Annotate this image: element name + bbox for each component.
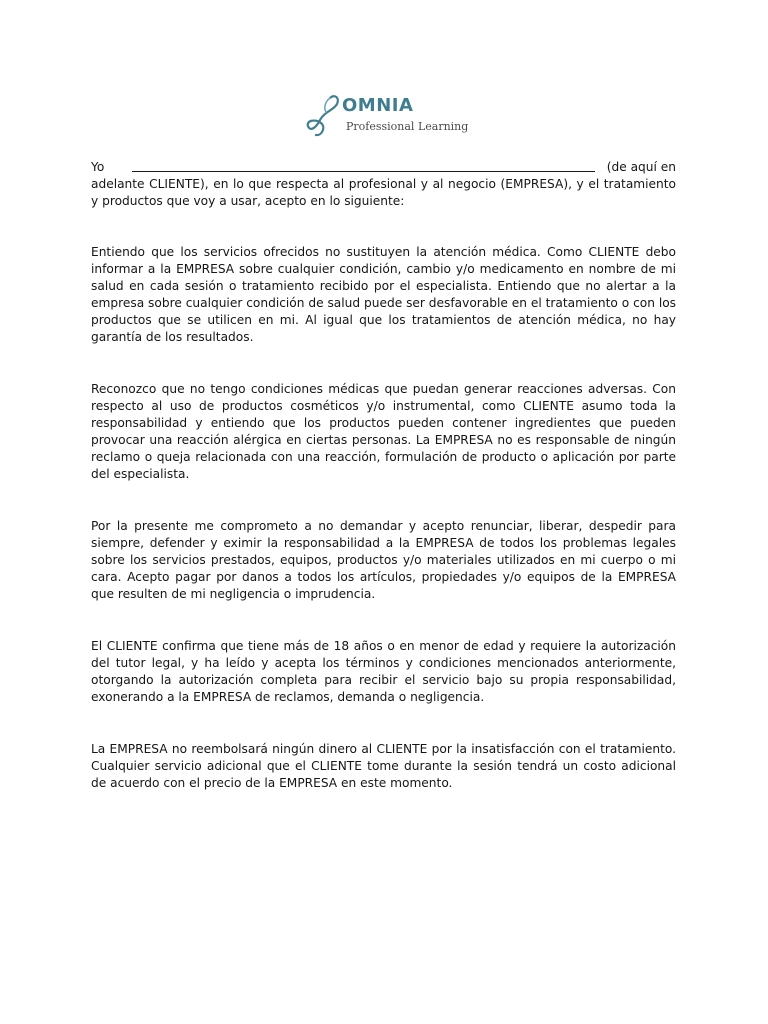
intro-paragraph: adelante CLIENTE), en lo que respecta al profesional y al negocio (EMPRESA), y el tratamiento y productos que voy a usar, acepto en lo siguiente: — [91, 177, 676, 208]
document-body — [91, 159, 676, 792]
client-name-line — [91, 159, 676, 176]
clause-adverse-reactions: Reconozco que no tengo condiciones médicas que puedan generar reacciones adversas. Con respecto al uso de productos cosméticos y/o instrumental, como CLIENTE asumo toda la responsabilidad y entiendo que los productos pueden contener ingredientes que pueden provocar una reacción alérgica en ciertas personas. La EMPRESA no es responsable de ningún reclamo o queja relacionada con una reacción, formulación de producto o aplicación por parte del especialista. — [91, 382, 676, 481]
omnia-logo — [304, 92, 474, 140]
infinity-logo-icon — [304, 92, 344, 138]
clause-medical-attention: Entiendo que los servicios ofrecidos no sustituyen la atención médica. Como CLIENTE debo informar a la EMPRESA sobre cualquier condición, cambio y/o medicamento en nombre de mi salud en cada sesión o tratamiento recibido por el especialista. Entiendo que no alertar a la empresa sobre cualquier condición de salud puede ser desfavorable en el tratamiento o con los productos que se utilicen en mi. Al igual que los tratamientos de atención médica, no hay garantía de los resultados. — [91, 245, 677, 344]
brand-tagline: Professional Learning — [346, 120, 469, 133]
clause-no-refund: La EMPRESA no reembolsará ningún dinero al CLIENTE por la insatisfacción con el tratamiento. Cualquier servicio adicional que el CLIENTE tome durante la sesión tendrá un costo adicional de acuerdo con el precio de la EMPRESA en este momento. — [91, 742, 676, 790]
clause-liability-waiver: Por la presente me comprometo a no demandar y acepto renunciar, liberar, despedir para siempre, defender y eximir la responsabilidad a la EMPRESA de todos los problemas legales sobre los servicios prestados, equipos, productos y/o materiales utilizados en mi cuerpo o mi cara. Acepto pagar por danos a todos los artículos, propiedades y/o equipos de la EMPRESA que resulten de mi negligencia o imprudencia. — [91, 519, 676, 601]
client-name-blank[interactable] — [132, 171, 594, 172]
intro-suffix: (de aquí en — [606, 160, 676, 174]
intro-prefix: Yo — [91, 160, 105, 174]
clause-age-confirmation: El CLIENTE confirma que tiene más de 18 años o en menor de edad y requiere la autorización del tutor legal, y ha leído y acepta los términos y condiciones mencionados anteriormente, otorgando la autorización completa para recibir el servicio bajo su propia responsabilidad, exonerando a la EMPRESA de reclamos, demanda o negligencia. — [91, 639, 676, 704]
brand-name: OMNIA — [342, 95, 414, 116]
